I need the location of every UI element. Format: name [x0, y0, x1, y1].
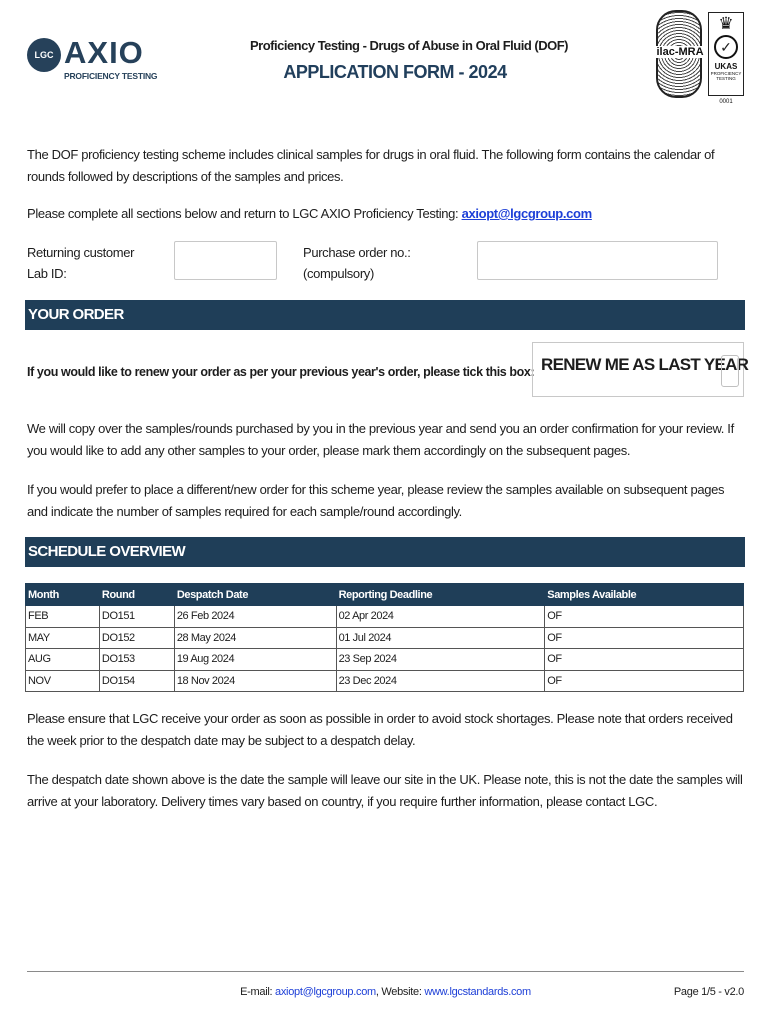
ilac-mra-text: ilac-MRA — [656, 46, 704, 58]
column-header: Month — [26, 584, 100, 606]
crown-icon: ♛ — [718, 14, 734, 33]
order-paragraph-1: We will copy over the samples/rounds purchased by you in the previous year and send you an order confirmation for your review. If you would like to add any other samples to your order, please mark them accordingly on the subsequent pages. — [27, 421, 734, 458]
po-label — [303, 242, 411, 284]
order-paragraph-2: If you would prefer to place a different/new order for this scheme year, please review the samples available on subsequent pages and indicate the number of samples required for each sample/round accordingly. — [27, 482, 725, 519]
purchase-order-input[interactable] — [477, 241, 718, 280]
table-cell: NOV — [26, 670, 100, 692]
footer-email-prefix: E-mail: — [240, 986, 276, 998]
column-header: Despatch Date — [174, 584, 336, 606]
page-number: Page 1/5 - v2.0 — [673, 986, 744, 998]
table-cell: 23 Sep 2024 — [336, 649, 545, 671]
table-row — [26, 649, 744, 671]
table-header-row — [26, 584, 744, 606]
schedule-overview-heading: SCHEDULE OVERVIEW — [25, 537, 745, 567]
return-email-link[interactable]: axiopt@lgcgroup.com — [461, 206, 592, 221]
ukas-mark — [708, 12, 744, 96]
ilac-mra-mark — [656, 10, 702, 98]
schedule-table — [25, 583, 744, 692]
table-cell: 23 Dec 2024 — [336, 670, 545, 692]
renew-checkbox[interactable] — [721, 355, 739, 387]
table-cell: DO151 — [99, 606, 174, 628]
ukas-number: 0001 — [719, 99, 733, 105]
accreditation-marks — [652, 8, 748, 108]
ukas-small-text: PROFICIENCY TESTING — [710, 71, 742, 81]
return-prefix: Please complete all sections below and return to LGC AXIO Proficiency Testing: — [27, 206, 462, 221]
table-cell: 18 Nov 2024 — [174, 670, 336, 692]
table-row — [26, 606, 744, 628]
footer-website-link[interactable]: www.lgcstandards.com — [424, 986, 531, 998]
table-cell: 19 Aug 2024 — [174, 649, 336, 671]
renew-prompt: If you would like to renew your order as per your previous year's order, please tick this box: — [27, 365, 535, 379]
lab-id-label: Returning customer Lab ID: — [27, 245, 135, 281]
table-cell: AUG — [26, 649, 100, 671]
return-instructions — [27, 203, 747, 225]
footer-contact — [27, 986, 744, 998]
renew-box — [532, 342, 749, 397]
lgc-axio-logo — [27, 35, 158, 84]
column-header: Samples Available — [545, 584, 744, 606]
your-order-heading: YOUR ORDER — [25, 300, 745, 330]
ukas-tick-icon: ✓ — [714, 35, 738, 59]
table-cell: MAY — [26, 627, 100, 649]
table-cell: 28 May 2024 — [174, 627, 336, 649]
po-label-line2: (compulsory) — [303, 266, 374, 281]
schedule-note-2: The despatch date shown above is the date the sample will leave our site in the UK. Please note, this is not the date the samples will arrive at your laboratory. Delivery times vary based on country, if you require further information, please contact LGC. — [27, 772, 743, 809]
table-row — [26, 670, 744, 692]
footer-email-link[interactable]: axiopt@lgcgroup.com — [275, 986, 376, 998]
form-title: APPLICATION FORM - 2024 — [283, 62, 507, 82]
table-cell: 26 Feb 2024 — [174, 606, 336, 628]
lgc-logo-circle: LGC — [27, 38, 61, 72]
footer-website-prefix: , Website: — [375, 986, 425, 998]
po-label-line1: Purchase order no.: — [303, 245, 411, 260]
table-cell: OF — [545, 627, 744, 649]
column-header: Round — [99, 584, 174, 606]
renew-box-label: RENEW ME AS LAST YEAR — [541, 355, 749, 374]
ukas-text: UKAS — [714, 62, 738, 71]
table-row — [26, 627, 744, 649]
footer-divider — [27, 971, 744, 972]
table-cell: DO152 — [99, 627, 174, 649]
table-cell: OF — [545, 606, 744, 628]
table-cell: OF — [545, 649, 744, 671]
table-cell: OF — [545, 670, 744, 692]
table-cell: DO153 — [99, 649, 174, 671]
table-cell: FEB — [26, 606, 100, 628]
schedule-note-1: Please ensure that LGC receive your order as soon as possible in order to avoid stock shortages. Please note that orders received the week prior to the despatch date may be subject to a despatch delay. — [27, 711, 733, 748]
table-cell: 02 Apr 2024 — [336, 606, 545, 628]
logo-subtitle: PROFICIENCY TESTING — [64, 71, 158, 81]
lab-id-input[interactable] — [174, 241, 277, 280]
table-cell: DO154 — [99, 670, 174, 692]
table-cell: 01 Jul 2024 — [336, 627, 545, 649]
document-title: Proficiency Testing - Drugs of Abuse in Oral Fluid (DOF) — [250, 38, 568, 53]
axio-logo-word: AXIO — [64, 35, 144, 70]
column-header: Reporting Deadline — [336, 584, 545, 606]
intro-paragraph: The DOF proficiency testing scheme includes clinical samples for drugs in oral fluid. The following form contains the calendar of rounds followed by descriptions of the samples and prices. — [27, 147, 715, 184]
